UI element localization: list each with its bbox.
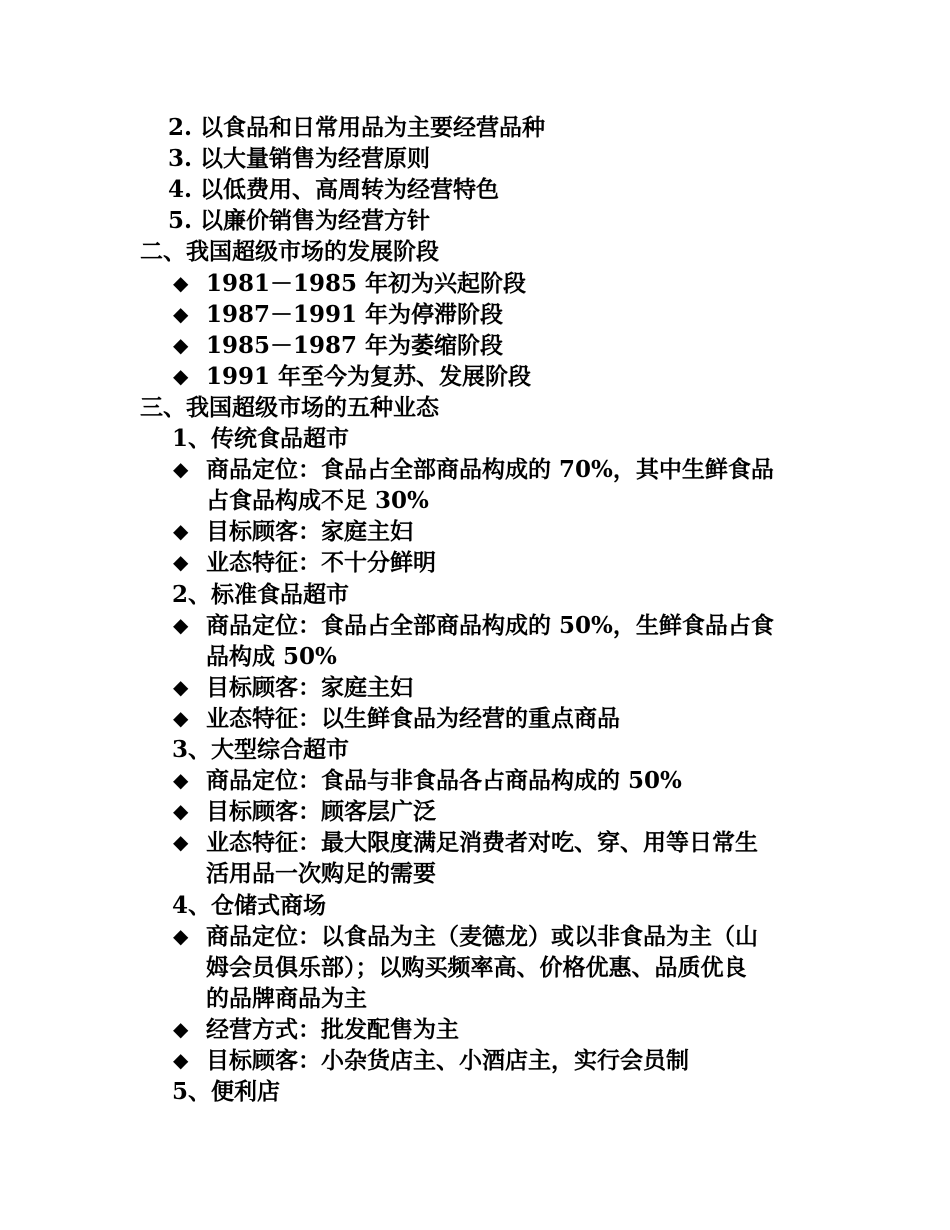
bullet-item-text: 商品定位：食品占全部商品构成的 50%，生鲜食品占食 [206,611,774,639]
bullet-item-text: 商品定位：食品与非食品各占商品构成的 50% [206,767,682,795]
bullet-icon: ◆ [173,768,189,793]
section-heading: 三、我国超级市场的五种业态 [140,393,439,421]
bullet-item-text: 1985－1987 年为萎缩阶段 [206,331,504,359]
bullet-item-continuation: 品构成 50% [206,642,337,670]
numbered-item: 3. 以大量销售为经营原则 [168,145,431,173]
bullet-item-text: 商品定位：以食品为主（麦德龙）或以非食品为主（山 [206,922,758,950]
bullet-icon: ◆ [173,519,189,544]
bullet-icon: ◆ [173,705,189,730]
bullet-item-text: 1991 年至今为复苏、发展阶段 [206,362,532,390]
bullet-item-text: 目标顾客：小杂货店主、小酒店主，实行会员制 [206,1047,689,1074]
subsection-heading: 5、便利店 [172,1078,281,1106]
bullet-icon: ◆ [173,301,189,326]
bullet-icon: ◆ [173,1016,189,1041]
bullet-icon: ◆ [173,363,189,388]
bullet-item-text: 1981－1985 年初为兴起阶段 [206,269,527,297]
subsection-heading: 2、标准食品超市 [172,580,350,608]
bullet-icon: ◆ [173,923,189,948]
bullet-icon: ◆ [173,550,189,575]
section-heading: 二、我国超级市场的发展阶段 [140,238,439,266]
bullet-item-text: 目标顾客：顾客层广泛 [206,798,436,826]
bullet-icon: ◆ [173,457,189,482]
bullet-icon: ◆ [173,332,189,357]
bullet-item-text: 业态特征：不十分鲜明 [206,549,436,577]
bullet-item-text: 业态特征：最大限度满足消费者对吃、穿、用等日常生 [206,829,758,857]
bullet-item-text: 目标顾客：家庭主妇 [206,673,413,701]
bullet-item-text: 经营方式：批发配售为主 [206,1015,459,1043]
bullet-icon: ◆ [173,270,189,295]
bullet-item-text: 1987－1991 年为停滞阶段 [206,300,504,328]
subsection-heading: 3、大型综合超市 [172,736,350,763]
bullet-item-continuation: 活用品一次购足的需要 [206,860,436,888]
subsection-heading: 1、传统食品超市 [172,425,350,452]
bullet-icon: ◆ [173,674,189,699]
bullet-icon: ◆ [173,799,189,824]
numbered-item: 2. 以食品和日常用品为主要经营品种 [168,114,546,141]
subsection-heading: 4、仓储式商场 [172,891,327,919]
bullet-item-continuation: 占食品构成不足 30% [206,487,429,515]
bullet-icon: ◆ [173,830,189,855]
bullet-icon: ◆ [173,1048,189,1072]
bullet-item-text: 商品定位：食品占全部商品构成的 70%，其中生鲜食品 [206,456,774,484]
bullet-item-text: 业态特征：以生鲜食品为经营的重点商品 [206,704,620,732]
bullet-item-text: 目标顾客：家庭主妇 [206,518,413,546]
bullet-item-continuation: 的品牌商品为主 [206,984,367,1012]
numbered-item: 4. 以低费用、高周转为经营特色 [168,176,500,204]
bullet-item-continuation: 姆会员俱乐部）；以购买频率高、价格优惠、品质优良 [206,953,747,981]
bullet-icon: ◆ [173,612,189,637]
numbered-item: 5. 以廉价销售为经营方针 [168,207,431,235]
